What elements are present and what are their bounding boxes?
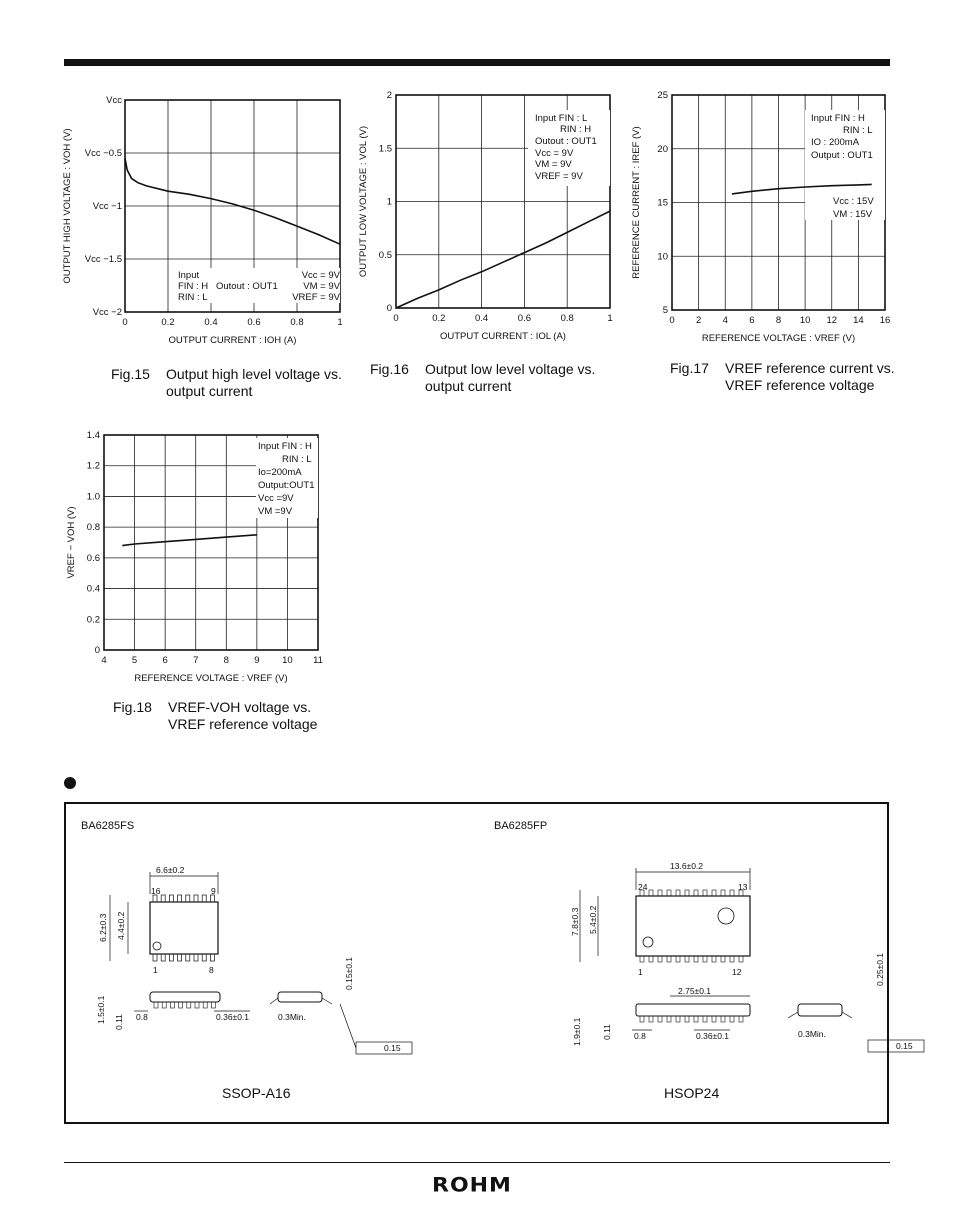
pin-lead: [739, 956, 743, 962]
y-tick-label: 20: [657, 143, 668, 155]
x-tick-label: 0.8: [560, 313, 574, 324]
package-end: [798, 1004, 842, 1016]
pin-lead: [712, 1016, 716, 1022]
x-tick-label: 16: [879, 315, 891, 326]
dimension-label: 0.3Min.: [278, 1012, 306, 1022]
pin-lead: [685, 956, 689, 962]
right-part-number: BA6285FP: [494, 820, 548, 832]
right-package-type: HSOP24: [664, 1085, 720, 1101]
y-tick-label: 0.2: [86, 614, 100, 626]
y-tick-label: Vcc −0.5: [84, 148, 122, 159]
pin-lead: [667, 890, 671, 896]
x-tick-label: 5: [131, 655, 138, 666]
pin-lead: [187, 1002, 191, 1008]
ssop-a16-drawing: [66, 844, 446, 1064]
y-tick-label: Vcc −1: [92, 201, 122, 212]
dimension-label: 6.6±0.2: [156, 865, 185, 875]
dimension-label: 1.9±0.1: [572, 1017, 582, 1046]
dimension-label: 8: [209, 965, 214, 975]
pin-lead: [153, 895, 157, 902]
dimension-label: 5.4±0.2: [588, 905, 598, 934]
pin-lead: [694, 890, 698, 896]
pin-lead: [169, 895, 173, 902]
dimension-line: [842, 1012, 852, 1018]
pin-lead: [210, 895, 214, 902]
annotation-text: Vcc = 9V: [301, 270, 340, 281]
x-tick-label: 14: [853, 315, 864, 326]
pin-lead: [202, 895, 206, 902]
pin-lead: [730, 1016, 734, 1022]
annotation-text: VM =9V: [258, 506, 293, 517]
dimension-label: 0.15: [384, 1043, 401, 1053]
pin-lead: [640, 956, 644, 962]
dimension-line: [340, 1004, 356, 1048]
section-bullet: [64, 777, 76, 789]
x-tick-label: 0.6: [247, 317, 261, 328]
annotation-text: RIN : H: [560, 124, 592, 135]
x-tick-label: 8: [775, 315, 782, 326]
pin-lead: [649, 890, 653, 896]
annotation-text: Outout : OUT1: [535, 136, 597, 147]
fig16-caption-line1: Output low level voltage vs.: [425, 361, 596, 377]
pin-lead: [703, 890, 707, 896]
pin-lead: [186, 954, 190, 961]
dimension-label: 12: [732, 967, 742, 977]
x-axis-label: REFERENCE VOLTAGE : VREF (V): [134, 673, 288, 684]
y-axis-label: VREF − VOH (V): [66, 506, 77, 579]
annotation-text: RIN : L: [178, 292, 208, 303]
dimension-label: 7.8±0.3: [570, 907, 580, 936]
pin-lead: [721, 890, 725, 896]
x-tick-label: 0.8: [290, 317, 304, 328]
package-side: [636, 1004, 750, 1016]
fig17-caption-line1: VREF reference current vs.: [725, 360, 895, 376]
dimension-label: 0.36±0.1: [216, 1012, 250, 1022]
pin-lead: [170, 1002, 174, 1008]
dimension-line: [270, 998, 278, 1004]
annotation-text: Output : OUT1: [811, 150, 873, 161]
pin-lead: [703, 1016, 707, 1022]
annotation-text: VREF = 9V: [292, 292, 340, 303]
dimension-label: 13.6±0.2: [670, 861, 704, 871]
pin-lead: [649, 1016, 653, 1022]
y-tick-label: 25: [657, 90, 668, 101]
dimension-line: [788, 1012, 798, 1018]
fig17-caption-line2: VREF reference voltage: [725, 377, 875, 393]
dimension-label: 0.8: [634, 1031, 646, 1041]
y-tick-label: 1.0: [86, 491, 100, 503]
fig17-number: Fig.17: [670, 360, 709, 376]
pin-lead: [195, 1002, 199, 1008]
annotation-text: VM = 9V: [303, 281, 340, 292]
dimension-label: 0.11: [114, 1014, 124, 1030]
y-tick-label: Vcc: [106, 95, 122, 106]
dimension-label: 6.2±0.3: [98, 913, 108, 942]
dimension-label: 16: [151, 886, 161, 896]
pin-lead: [730, 890, 734, 896]
pin-lead: [712, 956, 716, 962]
x-tick-label: 0: [393, 313, 399, 324]
y-tick-label: 0.8: [86, 522, 100, 534]
y-tick-label: 5: [662, 305, 668, 316]
annotation-text: RIN : L: [843, 125, 873, 136]
series-line: [125, 158, 340, 244]
pin-lead: [161, 954, 165, 961]
fig15-caption-line1: Output high level voltage vs.: [166, 366, 342, 382]
pin-lead: [712, 890, 716, 896]
dimension-label: 0.3Min.: [798, 1029, 826, 1039]
y-tick-label: 15: [657, 197, 668, 209]
left-part-number: BA6285FS: [81, 820, 135, 832]
pin-lead: [178, 895, 182, 902]
dimension-label: 0.8: [136, 1012, 148, 1022]
x-tick-label: 1: [607, 313, 613, 324]
dimension-label: 24: [638, 882, 648, 892]
hsop24-drawing: [486, 844, 913, 1064]
annotation-text: Outout : OUT1: [216, 281, 278, 292]
pin-lead: [676, 956, 680, 962]
package-body: [150, 902, 218, 954]
pin-lead: [203, 1002, 207, 1008]
left-package-type: SSOP-A16: [222, 1085, 291, 1101]
pin-lead: [694, 956, 698, 962]
y-tick-label: 0.5: [378, 249, 392, 261]
x-tick-label: 0: [122, 317, 128, 328]
pin-lead: [685, 1016, 689, 1022]
pin-lead: [169, 954, 173, 961]
annotation-text: VM = 9V: [535, 159, 572, 170]
dimension-label: 0.15: [896, 1041, 913, 1051]
dimension-line: [322, 998, 332, 1004]
fig17-chart: [630, 88, 900, 358]
y-tick-label: Vcc −1.5: [84, 254, 122, 265]
series-line: [122, 535, 257, 546]
annotation-text: Output:OUT1: [258, 480, 315, 491]
package-body: [636, 896, 750, 956]
y-tick-label: 0: [94, 645, 100, 656]
y-tick-label: 1.4: [86, 430, 100, 441]
pin-lead: [202, 954, 206, 961]
fig16-caption-line2: output current: [425, 378, 512, 394]
x-tick-label: 0.4: [204, 317, 218, 328]
x-axis-label: OUTPUT CURRENT : IOL (A): [440, 331, 566, 342]
y-tick-label: 0.4: [86, 583, 100, 595]
y-tick-label: 0.6: [86, 552, 100, 564]
fig15-chart: [60, 88, 360, 358]
annotation-text: Io=200mA: [258, 467, 302, 478]
x-tick-label: 0.6: [517, 313, 532, 324]
package-dimensions-box: [64, 802, 913, 1124]
fig16-chart: [352, 88, 632, 358]
dimension-label: 1: [153, 965, 158, 975]
x-tick-label: 9: [254, 655, 260, 666]
x-tick-label: 6: [749, 315, 755, 326]
pin-lead: [640, 1016, 644, 1022]
annotation-text: VREF = 9V: [535, 171, 583, 182]
pin-lead: [658, 890, 662, 896]
y-tick-label: Vcc −2: [92, 307, 122, 318]
pin-lead: [667, 956, 671, 962]
fig15-caption-line2: output current: [166, 383, 253, 399]
y-tick-label: 1.2: [86, 460, 100, 472]
x-tick-label: 10: [799, 315, 811, 326]
y-tick-label: 2: [386, 90, 392, 101]
fig15-number: Fig.15: [111, 366, 150, 382]
fig18-chart: [62, 428, 332, 688]
pin-lead: [667, 1016, 671, 1022]
annotation-text: Input FIN : H: [811, 113, 865, 124]
x-tick-label: 1: [337, 317, 343, 328]
dimension-label: 0.11: [602, 1024, 612, 1040]
x-tick-label: 12: [826, 315, 838, 326]
pin-lead: [194, 895, 198, 902]
dimension-label: 0.25±0.1: [875, 952, 885, 986]
dimension-label: 4.4±0.2: [116, 911, 126, 940]
annotation-text: IO : 200mA: [811, 137, 860, 148]
y-tick-label: 1.5: [378, 143, 392, 155]
pin-lead: [721, 956, 725, 962]
dimension-label: 13: [738, 882, 748, 892]
x-tick-label: 10: [282, 655, 293, 666]
x-tick-label: 8: [223, 655, 229, 666]
annotation-text: RIN : L: [282, 454, 312, 465]
x-axis-label: OUTPUT CURRENT : IOH (A): [168, 335, 297, 346]
pin-lead: [676, 890, 680, 896]
y-tick-label: 0: [386, 303, 392, 314]
pin-lead: [649, 956, 653, 962]
pin-lead: [161, 895, 165, 902]
x-tick-label: 6: [162, 655, 168, 666]
x-tick-label: 0.2: [161, 317, 175, 328]
package-end: [278, 992, 322, 1002]
series-line: [396, 211, 610, 308]
dimension-label: 0.15±0.1: [344, 956, 354, 990]
annotation-text: Input: [178, 270, 200, 281]
pin-lead: [676, 1016, 680, 1022]
dimension-label: 1.5±0.1: [96, 995, 106, 1024]
pin-lead: [658, 1016, 662, 1022]
pin-lead: [730, 956, 734, 962]
fig16-number: Fig.16: [370, 361, 409, 377]
pin-lead: [153, 954, 157, 961]
pin-lead: [178, 954, 182, 961]
x-tick-label: 4: [101, 655, 107, 666]
y-axis-label: OUTPUT HIGH VOLTAGE : VOH (V): [62, 128, 73, 284]
x-tick-label: 11: [313, 655, 323, 666]
x-tick-label: 0: [669, 315, 675, 326]
x-tick-label: 7: [193, 655, 199, 666]
pin-lead: [694, 1016, 698, 1022]
pin-lead: [186, 895, 190, 902]
pin-lead: [154, 1002, 158, 1008]
pin-lead: [210, 954, 214, 961]
pin-lead: [162, 1002, 166, 1008]
annotation-text: Input FIN : H: [258, 441, 312, 452]
fig18-number: Fig.18: [113, 699, 152, 715]
annotation-text: Input FIN : L: [535, 113, 588, 124]
y-tick-label: 10: [657, 251, 668, 263]
rohm-logo: ROHM: [432, 1174, 512, 1197]
dimension-label: 0.36±0.1: [696, 1031, 730, 1041]
package-side: [150, 992, 220, 1002]
x-tick-label: 0.4: [474, 313, 489, 324]
dimension-label: 1: [638, 967, 643, 977]
annotation-text: VM : 15V: [833, 209, 873, 220]
pin-lead: [179, 1002, 183, 1008]
pin-lead: [211, 1002, 215, 1008]
annotation-text: FIN : H: [178, 281, 209, 292]
annotation-text: Vcc = 9V: [535, 148, 574, 159]
pin-lead: [703, 956, 707, 962]
x-tick-label: 0.2: [432, 313, 446, 324]
fig18-caption-line2: VREF reference voltage: [168, 716, 318, 732]
pin-lead: [658, 956, 662, 962]
fig18-caption-line1: VREF-VOH voltage vs.: [168, 699, 312, 715]
pin-lead: [739, 1016, 743, 1022]
header-rule: [64, 59, 890, 66]
pin-lead: [194, 954, 198, 961]
dimension-label: 9: [211, 886, 216, 896]
x-axis-label: REFERENCE VOLTAGE : VREF (V): [701, 333, 856, 344]
y-tick-label: 1: [386, 196, 392, 208]
x-tick-label: 2: [695, 315, 702, 326]
y-axis-label: OUTPUT LOW VOLTAGE : VOL (V): [358, 125, 369, 278]
footer-rule: [64, 1162, 890, 1163]
pin-lead: [685, 890, 689, 896]
annotation-text: Vcc : 15V: [833, 196, 874, 207]
y-axis-label: REFERENCE CURRENT : IREF (V): [631, 126, 642, 279]
dimension-label: 2.75±0.1: [678, 986, 712, 996]
pin-lead: [721, 1016, 725, 1022]
x-tick-label: 4: [722, 315, 728, 326]
annotation-text: Vcc =9V: [258, 493, 294, 504]
